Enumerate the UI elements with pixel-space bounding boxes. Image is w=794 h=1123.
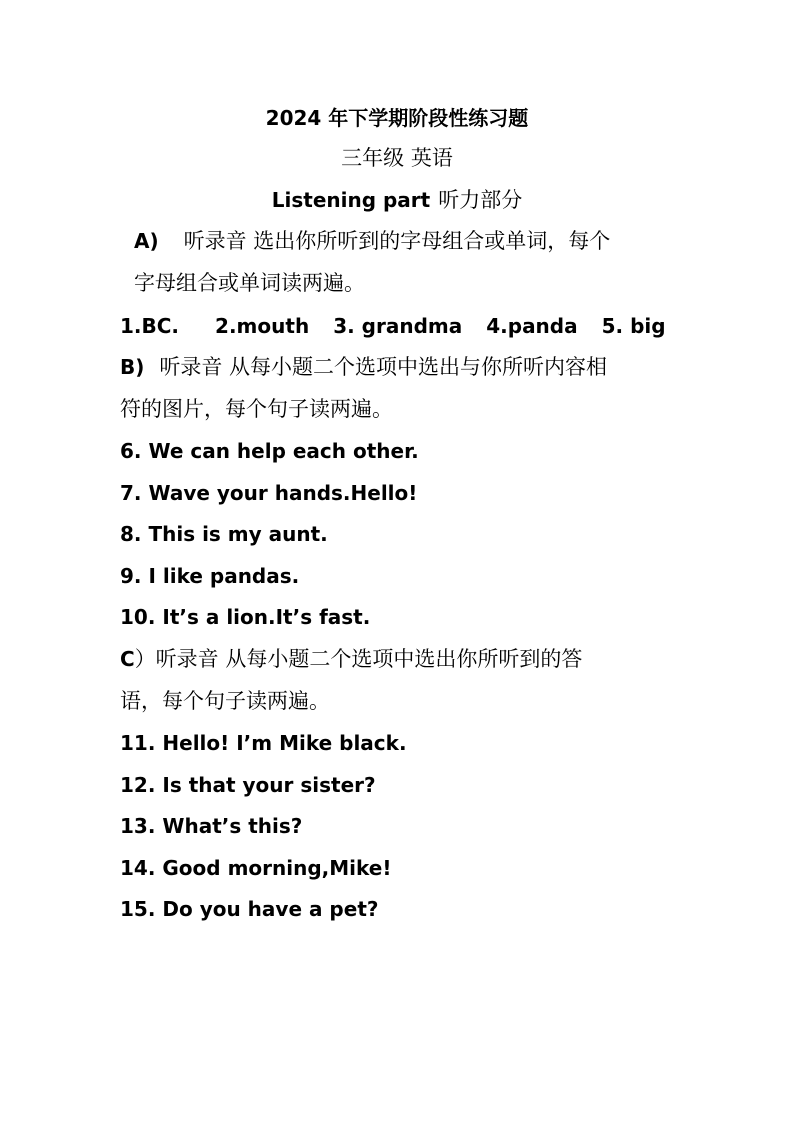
part-heading-en: Listening part xyxy=(271,188,431,212)
section-a-instruction-line2: 字母组合或单词读两遍。 xyxy=(134,271,365,295)
exam-title: 2024 年下学期阶段性练习题 xyxy=(265,106,529,130)
section-c-instruction-line2: 语，每个句子读两遍。 xyxy=(120,689,330,713)
list-item: 15. Do you have a pet? xyxy=(120,897,379,921)
section-a-answers xyxy=(120,314,666,338)
exam-subtitle: 三年级 英语 xyxy=(341,146,453,170)
answer-5: 5. big xyxy=(601,314,666,338)
section-b-label: B) xyxy=(120,355,145,379)
section-c-instruction xyxy=(120,647,582,671)
list-item: 10. It’s a lion.It’s fast. xyxy=(120,605,371,629)
list-item: 14. Good morning,Mike! xyxy=(120,856,392,880)
answer-3: 3. grandma xyxy=(333,314,463,338)
list-item: 13. What’s this? xyxy=(120,814,303,838)
list-item: 12. Is that your sister? xyxy=(120,773,376,797)
list-item: 9. I like pandas. xyxy=(120,564,300,588)
section-b-instruction xyxy=(120,355,607,379)
list-item: 7. Wave your hands.Hello! xyxy=(120,481,418,505)
section-a-instruction xyxy=(134,229,610,253)
section-b-instruction-line1: 听录音 从每小题二个选项中选出与你所听内容相 xyxy=(159,355,608,379)
section-b-instruction-line2: 符的图片，每个句子读两遍。 xyxy=(120,397,393,421)
section-a-label: A) xyxy=(134,229,159,253)
part-heading-cn: 听力部分 xyxy=(438,188,523,212)
answer-1: 1.BC. xyxy=(120,314,180,338)
answer-4: 4.panda xyxy=(486,314,578,338)
section-a-instruction-line1: 听录音 选出你所听到的字母组合或单词，每个 xyxy=(183,229,611,253)
list-item: 6. We can help each other. xyxy=(120,439,419,463)
section-c-instruction-line1: ）听录音 从每小题二个选项中选出你所听到的答 xyxy=(134,647,583,671)
list-item: 11. Hello! I’m Mike black. xyxy=(120,731,407,755)
list-item: 8. This is my aunt. xyxy=(120,522,328,546)
part-heading xyxy=(0,188,794,212)
section-c-label: C xyxy=(120,647,135,671)
answer-2: 2.mouth xyxy=(215,314,310,338)
